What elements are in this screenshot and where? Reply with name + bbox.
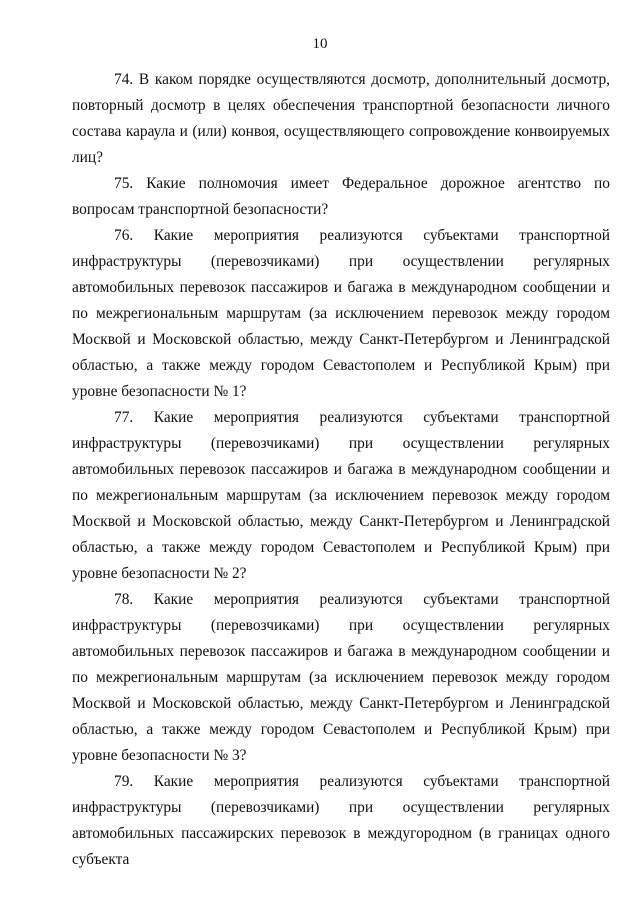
question-76: 76. Какие мероприятия реализуются субъектами транспортной инфраструктуры (перевозчиками) при осуществлении регулярных автомобильных перевозок пассажиров и багажа в международном сообщении и по межрегиональным маршрутам (за исключением перевозок между городом Москвой и Московской областью, между Санкт-Петербургом и Ленинградской областью, а также между городом Севастополем и Республикой Крым) при уровне безопасности № 1? [72,227,610,400]
document-body [72,67,610,873]
page-number: 10 [312,36,328,52]
question-79: 79. Какие мероприятия реализуются субъектами транспортной инфраструктуры (перевозчиками) при осуществлении регулярных автомобильных пассажирских перевозок в междугородном (в границах одного субъекта [72,773,610,868]
question-77: 77. Какие мероприятия реализуются субъектами транспортной инфраструктуры (перевозчиками) при осуществлении регулярных автомобильных перевозок пассажиров и багажа в международном сообщении и по межрегиональным маршрутам (за исключением перевозок между городом Москвой и Московской областью, между Санкт-Петербургом и Ленинградской областью, а также между городом Севастополем и Республикой Крым) при уровне безопасности № 2? [72,409,610,582]
question-75: 75. Какие полномочия имеет Федеральное дорожное агентство по вопросам транспортной безопасности? [72,175,610,218]
question-78: 78. Какие мероприятия реализуются субъектами транспортной инфраструктуры (перевозчиками) при осуществлении регулярных автомобильных перевозок пассажиров и багажа в международном сообщении и по межрегиональным маршрутам (за исключением перевозок между городом Москвой и Московской областью, между Санкт-Петербургом и Ленинградской областью, а также между городом Севастополем и Республикой Крым) при уровне безопасности № 3? [72,591,610,764]
question-74: 74. В каком порядке осуществляются досмотр, дополнительный досмотр, повторный досмотр в целях обеспечения транспортной безопасности личного состава караула и (или) конвоя, осуществляющего сопровождение конвоируемых лиц? [72,71,610,166]
